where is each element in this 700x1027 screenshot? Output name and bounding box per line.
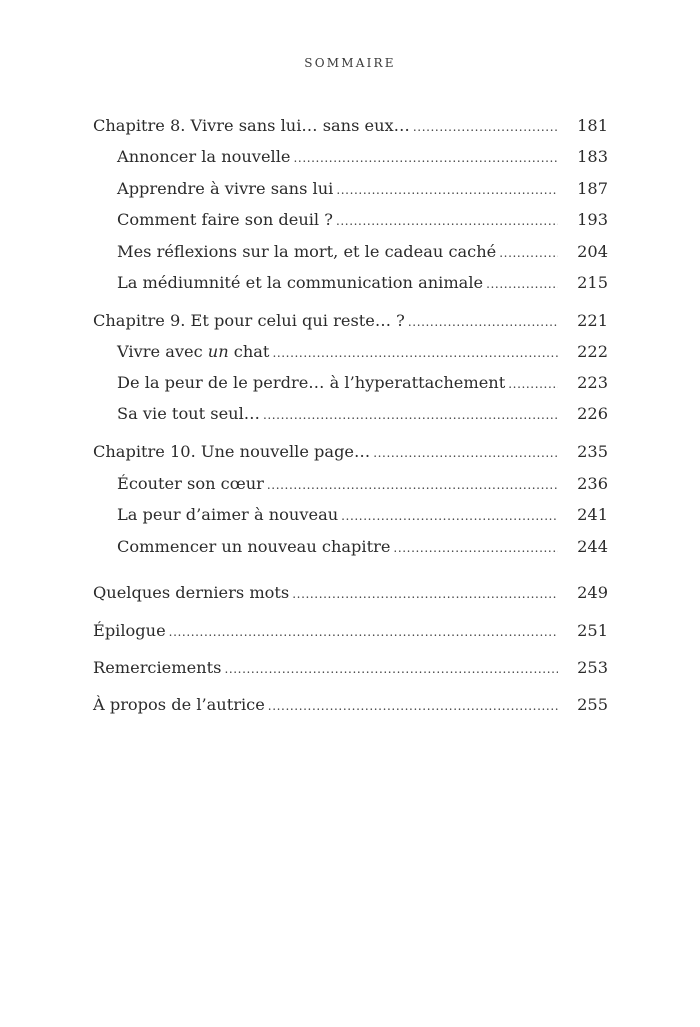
toc-entry-chapter-9[interactable] bbox=[93, 309, 608, 333]
dot-leader bbox=[413, 115, 558, 139]
toc-entry-label: Commencer un nouveau chapitre bbox=[117, 537, 391, 556]
toc-entry[interactable] bbox=[117, 402, 608, 426]
toc-entry[interactable] bbox=[117, 535, 608, 559]
toc-entry-label: Mes réflexions sur la mort, et le cadeau caché bbox=[117, 242, 497, 261]
toc-entry-label: Chapitre 8. Vivre sans lui… sans eux… bbox=[93, 116, 410, 135]
toc-entry-label: Vivre avec un chat bbox=[117, 342, 270, 361]
toc-entry[interactable] bbox=[117, 340, 608, 364]
dot-leader bbox=[336, 178, 558, 202]
toc-entry-page: 249 bbox=[577, 583, 608, 602]
toc-entry-label: Écouter son cœur bbox=[117, 474, 264, 493]
toc-entry-about-author[interactable] bbox=[93, 693, 608, 717]
toc-entry-page: 226 bbox=[577, 404, 608, 423]
toc-entry-page: 244 bbox=[577, 537, 608, 556]
toc-entry-page: 215 bbox=[577, 273, 608, 292]
toc-entry-page: 221 bbox=[577, 311, 608, 330]
dot-leader bbox=[508, 372, 558, 396]
dot-leader bbox=[272, 341, 558, 365]
toc-entry-closing-words[interactable] bbox=[93, 581, 608, 605]
toc-entry-page: 253 bbox=[577, 658, 608, 677]
page-title: SOMMAIRE bbox=[304, 56, 396, 70]
toc-entry[interactable] bbox=[117, 177, 608, 201]
toc-entry-page: 241 bbox=[577, 505, 608, 524]
toc-entry-epilogue[interactable] bbox=[93, 619, 608, 643]
toc-entry-label: Sa vie tout seul… bbox=[117, 404, 260, 423]
toc-entry-page: 204 bbox=[577, 242, 608, 261]
toc-entry-label: Quelques derniers mots bbox=[93, 583, 290, 602]
toc-entry-page: 251 bbox=[577, 621, 608, 640]
toc-entry-label: Épilogue bbox=[93, 621, 166, 640]
toc-entry[interactable] bbox=[117, 472, 608, 496]
toc-entry-label: Chapitre 10. Une nouvelle page… bbox=[93, 442, 371, 461]
toc-entry-label: Chapitre 9. Et pour celui qui reste… ? bbox=[93, 311, 405, 330]
toc-entry-page: 223 bbox=[577, 373, 608, 392]
toc-entry[interactable] bbox=[117, 271, 608, 295]
toc-entry-page: 181 bbox=[577, 116, 608, 135]
toc-entry-page: 236 bbox=[577, 474, 608, 493]
toc-entry-page: 235 bbox=[577, 442, 608, 461]
toc-entry-page: 187 bbox=[577, 179, 608, 198]
toc-entry[interactable] bbox=[117, 240, 608, 264]
toc-entry-label: La peur d’aimer à nouveau bbox=[117, 505, 339, 524]
dot-leader bbox=[486, 272, 558, 296]
toc-entry-acknowledgements[interactable] bbox=[93, 656, 608, 680]
toc-entry-chapter-8[interactable] bbox=[93, 114, 608, 138]
toc-entry-label: Comment faire son deuil ? bbox=[117, 210, 333, 229]
dot-leader bbox=[393, 536, 558, 560]
toc-entry-label: De la peur de le perdre… à l’hyperattachement bbox=[117, 373, 506, 392]
dot-leader bbox=[499, 241, 558, 265]
toc-entry[interactable] bbox=[117, 145, 608, 169]
toc-entry-label: Remerciements bbox=[93, 658, 222, 677]
toc-entry-chapter-10[interactable] bbox=[93, 440, 608, 464]
toc-entry-label: Annoncer la nouvelle bbox=[117, 147, 291, 166]
dot-leader bbox=[268, 694, 558, 718]
toc-entry-page: 193 bbox=[577, 210, 608, 229]
dot-leader bbox=[293, 146, 558, 170]
dot-leader bbox=[373, 441, 558, 465]
dot-leader bbox=[267, 473, 558, 497]
toc-entry[interactable] bbox=[117, 503, 608, 527]
dot-leader bbox=[336, 209, 558, 233]
toc-entry-page: 255 bbox=[577, 695, 608, 714]
toc-entry[interactable] bbox=[117, 371, 608, 395]
toc-entry-page: 222 bbox=[577, 342, 608, 361]
emphasis: un bbox=[207, 342, 229, 361]
dot-leader bbox=[341, 504, 558, 528]
toc-entry-page: 183 bbox=[577, 147, 608, 166]
dot-leader bbox=[224, 657, 558, 681]
toc-entry-label: À propos de l’autrice bbox=[93, 695, 265, 714]
toc-entry-label: La médiumnité et la communication animale bbox=[117, 273, 484, 292]
toc-entry[interactable] bbox=[117, 208, 608, 232]
dot-leader bbox=[169, 620, 558, 644]
dot-leader bbox=[292, 582, 558, 606]
dot-leader bbox=[408, 310, 558, 334]
toc-entry-label: Apprendre à vivre sans lui bbox=[117, 179, 334, 198]
dot-leader bbox=[263, 403, 558, 427]
